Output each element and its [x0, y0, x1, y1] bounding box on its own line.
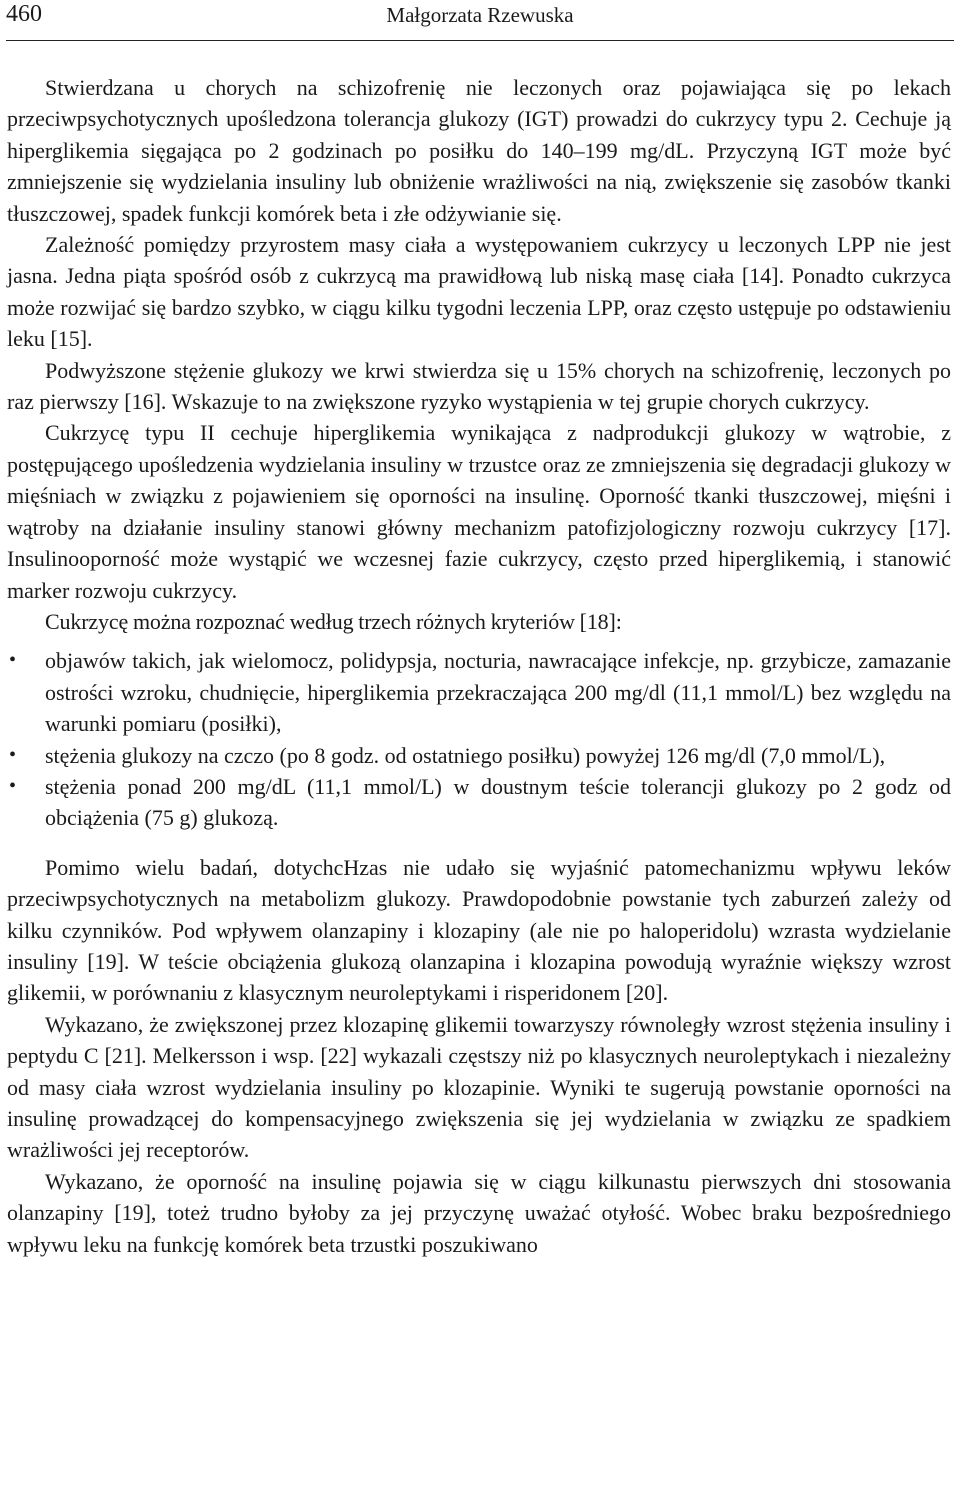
criterion-text: stężenia ponad 200 mg/dL (11,1 mmol/L) w doustnym teście tolerancji glukozy po 2 godz od obciążenia (75 g) glukozą.	[45, 773, 951, 831]
paragraph-olanzapine-resistance: Wykazano, że oporność na insulinę pojawia się w ciągu kilkunastu pierwszych dni stosowania olanzapiny [19], toteż trudno byłoby za jej przyczynę uważać otyłość. Wobec braku bezpośredniego wpływu leku na funkcję komórek beta trzustki poszukiwano	[7, 1168, 951, 1257]
paragraph-criteria-intro: Cukrzycę można rozpoznać według trzech różnych kryteriów [18]:	[45, 608, 622, 634]
article-body	[7, 72, 951, 1260]
paragraph-body-mass: Zależność pomiędzy przyrostem masy ciała a występowaniem cukrzycy u leczonych LPP nie jest jasna. Jedna piąta spośród osób z cukrzycą ma prawidłową lub niską masę ciała [14]. Ponadto cukrzyca może rozwijać się bardzo szybko, w ciągu kilku tygodni leczenia LPP, oraz często ustępuje po odstawieniu leku [15].	[7, 232, 951, 352]
list-item	[7, 771, 951, 834]
criterion-text: stężenia glukozy na czczo (po 8 godz. od ostatniego posiłku) powyżej 126 mg/dl (7,0 mmol/L),	[45, 742, 886, 768]
header-divider	[6, 40, 954, 41]
section-spacer	[7, 844, 951, 852]
list-item	[7, 645, 951, 739]
page-number: 460	[6, 1, 42, 27]
bullet-icon: •	[9, 774, 17, 797]
criteria-list	[7, 645, 951, 833]
paragraph-clozapine-insulin: Wykazano, że zwiększonej przez klozapinę glikemii towarzyszy równoległy wzrost stężenia insuliny i peptydu C [21]. Melkersson i wsp. [22] wykazali częstszy niż po klasycznych neuroleptykach i niezależny od masy ciała wzrost wydzielania insuliny po klozapinie. Wyniki te sugerują powstanie oporności na insulinę prowadzącej do kompensacyjnego zwiększenia się jej wydzielania w związku ze spadkiem wrażliwości jej receptorów.	[7, 1011, 951, 1163]
list-item	[7, 740, 951, 771]
paragraph-glucose-levels: Podwyższone stężenie glukozy we krwi stwierdza się u 15% chorych na schizofrenię, leczonych po raz pierwszy [16]. Wskazuje to na zwiększone ryzyko wystąpienia w tej grupie chorych cukrzycy.	[7, 357, 951, 415]
bullet-icon: •	[9, 649, 17, 672]
running-header-author: Małgorzata Rzewuska	[386, 3, 574, 27]
bullet-icon: •	[9, 743, 17, 766]
criterion-text: objawów takich, jak wielomocz, polidypsja, nocturia, nawracające infekcje, np. grzybicze, zamazanie ostrości wzroku, chudnięcie, hiperglikemia przekraczająca 200 mg/dl (11,1 mmol/L) bez względu na warunki pomiaru (posiłki),	[45, 648, 951, 737]
running-header	[6, 0, 954, 34]
paragraph-pathomechanism: Pomimo wielu badań, dotychcHzas nie udało się wyjaśnić patomechanizmu wpływu leków przeciwpsychotycznych na metabolizm glukozy. Prawdopodobnie powstanie tych zaburzeń zależy od kilku czynników. Pod wpływem olanzapiny i klozapiny (ale nie po haloperidolu) wzrasta wydzielanie insuliny [19]. W teście obciążenia glukozą olanzapina i klozapina powodują wyraźnie większy wzrost glikemii, w porównaniu z klasycznym neuroleptykami i risperidonem [20].	[7, 854, 951, 1006]
paragraph-igt: Stwierdzana u chorych na schizofrenię nie leczonych oraz pojawiająca się po lekach przeciwpsychotycznych upośledzona tolerancja glukozy (IGT) prowadzi do cukrzycy typu 2. Cechuje ją hiperglikemia sięgająca po 2 godzinach po posiłku do 140–199 mg/dL. Przyczyną IGT może być zmniejszenie się wydzielania insuliny lub obniżenie wrażliwości na nią, zwiększenie się zasobów tkanki tłuszczowej, spadek funkcji komórek beta i złe odżywianie się.	[7, 75, 951, 226]
paragraph-type2-diabetes: Cukrzycę typu II cechuje hiperglikemia wynikająca z nadprodukcji glukozy w wątrobie, z postępującego upośledzenia wydzielania insuliny w trzustce oraz ze zmniejszenia się degradacji glukozy w mięśniach w związku z pojawieniem się oporności na insulinę. Oporność tkanki tłuszczowej, mięśni i wątroby na działanie insuliny stanowi główny mechanizm patofizjologiczny rozwoju cukrzycy [17]. Insulinooporność może wystąpić we wczesnej fazie cukrzycy, często przed hiperglikemią, i stanowić marker rozwoju cukrzycy.	[7, 420, 951, 603]
